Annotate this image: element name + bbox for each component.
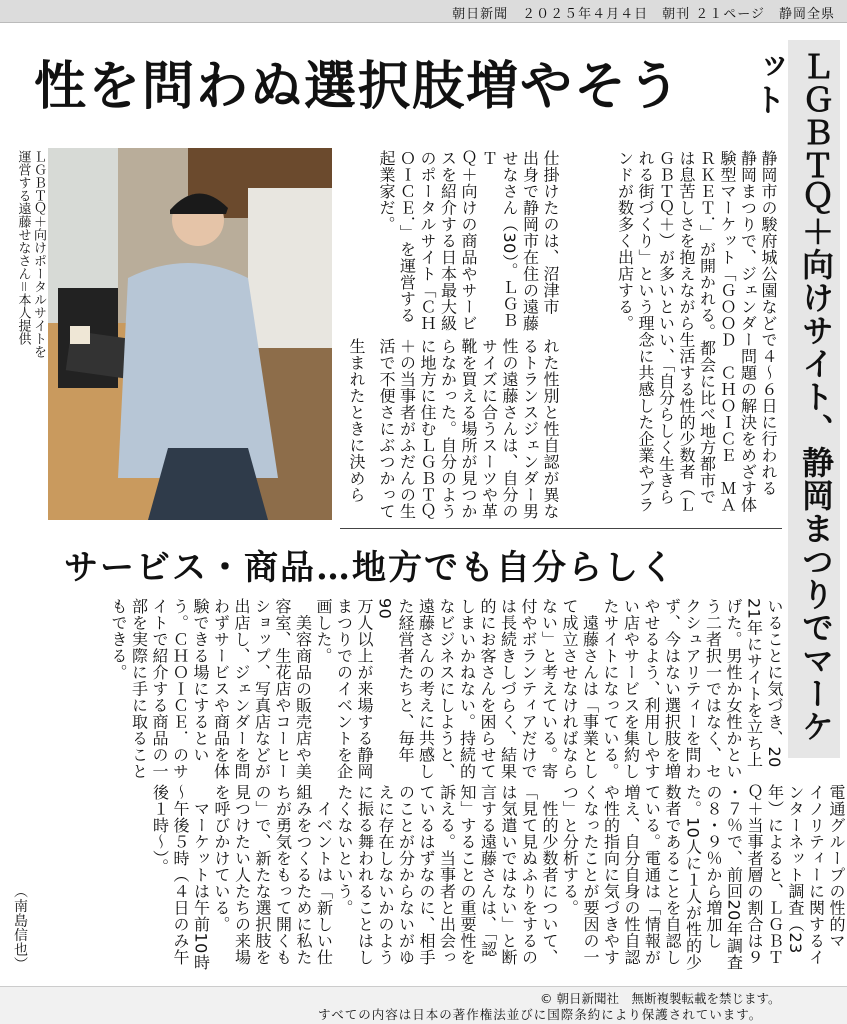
side-title-box [749, 40, 840, 758]
photo-illustration [48, 148, 332, 520]
portrait-photo [48, 148, 332, 520]
copyright-notice: © 朝日新聞社 無断複製転載を禁じます。 [540, 991, 781, 1006]
header-bar [0, 0, 847, 23]
article-upper-block-1: 静岡市の駿府城公園などで４〜６日に行われる 静岡まつりで、ジェンダー問題の解決をめざす体 験型マーケット「ＧＯＯＤ ＣＨＯＩＣＥ ＭＡ ＲＫＥＴ．」が開かれる。都会に比べ地方都市で は息苦しさを抱えながら生活する性的少数者（Ｌ ＧＢＴＱ＋）が多いといい、「自分らしく生きら れる街づくり」という理念に共感した企業やブラ ンドが数多く出店する。 [615, 150, 778, 513]
article-upper-block-2: 仕掛けたのは、沼津市 出身で静岡市在住の遠藤 せなさん（30）。ＬＧＢＴ Ｑ＋向けの商品やサービ スを紹介する日本最大級 のポータルサイト「ＣＨ ＯＩＣＥ．」を運営する 起業家だ。 [377, 150, 560, 332]
article-lower-block: いることに気づき、20 21年にサイトを立ち上 げた。男性か女性かとい う二者択一ではなく、セ クシュアリティーを問わ ず、今はない選択肢を増 やせるよう、利用しやす い店やサービスを集約し たサイトになっている。 遠藤さんは「事業とし て成立させなければなら ない」と考えている。寄 付やボランティアだけで は長続きしづらく、結果 的にお客さんを困らせて しまいかねない。持続的 なビジネスにしようと、 遠藤さんの考えに共感し た経営者たちと、毎年90 万人以上が来場する静岡 まつりでのイベントを企 画した。 美容商品の販売店や美 容室、生花店やコーヒー ショップ、写真店などが 出店し、ジェンダーを問 わずサービスや商品を体 験できる場にするとい う。ＣＨＯＩＣＥ．のサ イトで紹介する商品の一 部を実際に手に取ること もできる。 [109, 598, 784, 780]
article-upper-block-4: 生まれたときに決めら [347, 338, 366, 503]
rights-notice: すべての内容は日本の著作権法並びに国際条約により保護されています。 [318, 1007, 763, 1022]
subheadline: サービス・商品…地方でも自分らしく [64, 548, 676, 588]
byline: （南島信也） [12, 884, 28, 971]
header-info: 朝日新聞 ２０２５年４月４日 朝刊 ２１ページ 静岡全県 [452, 7, 835, 22]
headline: 性を問わぬ選択肢増やそう [34, 56, 683, 117]
article-bottom-block: 電通グループの性的マ イノリティーに関するイ ンターネット調査（23 年）によると、ＬＧＢＴ Ｑ＋当事者層の割合は９ ・７％で、前回20年調査 の８・９％から増加し た。10人に１人が性的少 数者であることを自認し ている。電通は「情報が 増え、自分自身の性自認 や性的指向に気づきやす くなったことが要因の一 つ」と分析する。 性的少数者について、 「見て見ぬふりをするの は気遣いではない」と断 言する遠藤さんは、「認 知」することの重要性を 訴える。当事者と出会っ ているはずなのに、相手 のことが分からないがゆ えに存在しないかのよう に振る舞われることはし たくないという。 イベントは「新しい仕 組みをつくるために私た ちが勇気をもって開くも の」で、新たな選択肢を 見つけたい人たちの来場 を呼びかけている。 マーケットは午前10時 〜午後５時（４日のみ午 後１時〜）。 [150, 784, 846, 971]
side-title: ＬＧＢＴＱ＋向けサイト、静岡まつりでマーケット [749, 50, 835, 743]
photo-caption: ＬＧＢＴＱ＋向けポータルサイトを 運営する遠藤せなさん＝本人提供 [15, 150, 46, 358]
article-upper-block-3: れた性別と性自認が異な るトランスジェンダー男 性の遠藤さんは、自分の サイズに合うスーツや革 靴を買える場所が見つか らなかった。自分のよう に地方に住むＬＧＢＴＱ ＋の当事者がふだんの生 活で不便さにぶつかって [377, 338, 560, 520]
divider [340, 528, 782, 529]
footer [0, 986, 847, 1024]
